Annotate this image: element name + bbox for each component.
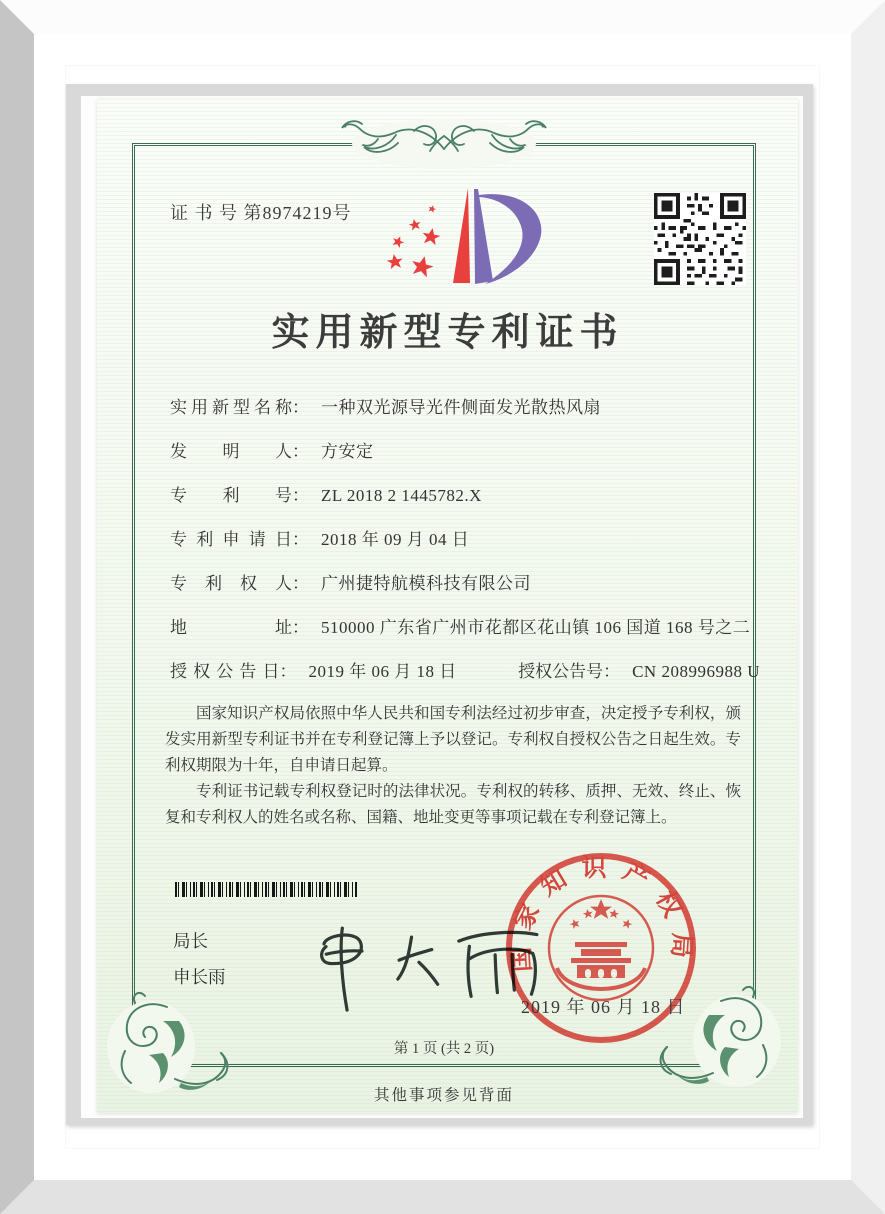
field-row-inventor (170, 440, 760, 464)
patent-certificate-page (97, 99, 798, 1113)
cnipa-logo-icon (375, 185, 547, 293)
seal-date: 2019 年 06 月 18 日 (521, 997, 686, 1017)
field-colon: ： (292, 398, 309, 417)
certificate-title: 实用新型专利证书 (271, 312, 624, 354)
field-colon: ： (292, 442, 309, 461)
signer-name: 申长雨 (173, 967, 226, 987)
field-label: 授权公告号 (518, 662, 604, 681)
certificate-number: 证 书 号 第8974219号 (170, 203, 352, 223)
signer-title: 局长 (173, 931, 208, 951)
field-colon: ： (292, 486, 309, 505)
legal-paragraph-1: 国家知识产权局依照中华人民共和国专利法经过初步审查，决定授予专利权，颁发实用新型专利证书并在专利登记簿上予以登记。专利权自授权公告之日起生效。专利权期限为十年，自申请日起算。 (165, 705, 741, 774)
field-label: 专利申请日 (170, 530, 292, 549)
field-label: 专利号 (170, 486, 292, 505)
field-value: 一种双光源导光件侧面发光散热风扇 (321, 398, 601, 417)
seal-ring-text: 国家知识产权局 (507, 854, 695, 973)
field-value: 广州捷特航模科技有限公司 (321, 574, 531, 593)
field-colon: ： (279, 662, 297, 681)
signer-block (173, 923, 226, 995)
field-value: 510000 广东省广州市花都区花山镇 106 国道 168 号之二 (321, 618, 751, 637)
field-value: ZL 2018 2 1445782.X (321, 486, 482, 505)
field-value: CN 208996988 U (632, 662, 760, 681)
field-row-name (170, 396, 760, 420)
field-row-address (170, 616, 760, 640)
field-row-patent-no (170, 484, 760, 508)
field-value: 方安定 (321, 442, 374, 461)
field-colon: ： (292, 574, 309, 593)
field-label: 地址 (170, 618, 292, 637)
field-colon: ： (292, 618, 309, 637)
field-label: 发明人 (170, 442, 292, 461)
field-label: 授权公告日 (170, 662, 280, 681)
field-row-grant (170, 660, 760, 684)
field-label: 专利权人 (170, 574, 292, 593)
field-colon: ： (292, 530, 309, 549)
field-label: 实用新型名称 (170, 398, 292, 417)
field-colon: ： (603, 662, 621, 681)
qr-code-icon (654, 193, 746, 285)
page-number: 第 1 页 (共 2 页) (393, 1041, 495, 1057)
field-list (170, 396, 760, 704)
field-value: 2018 年 09 月 04 日 (321, 530, 470, 549)
field-row-patentee (170, 572, 760, 596)
field-row-filing-date (170, 528, 760, 552)
legal-text (165, 701, 741, 831)
field-value: 2019 年 06 月 18 日 (308, 662, 457, 681)
barcode-icon (175, 882, 357, 897)
back-side-note: 其他事项参见背面 (373, 1087, 514, 1104)
legal-paragraph-2: 专利证书记载专利权登记时的法律状况。专利权的转移、质押、无效、终止、恢复和专利权人的姓名或名称、国籍、地址变更等事项记载在专利登记簿上。 (165, 783, 741, 826)
